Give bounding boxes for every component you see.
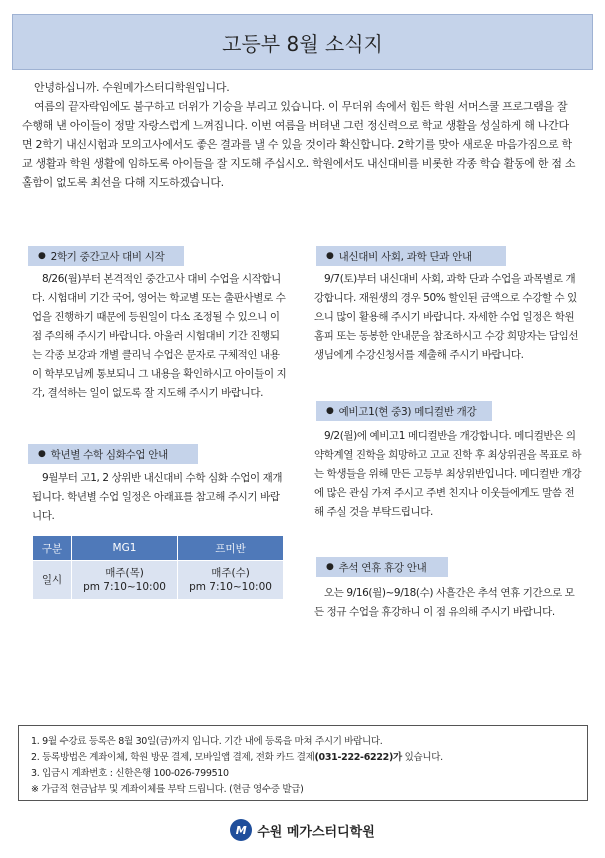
midterm-title: 2학기 중간고사 대비 시작 bbox=[50, 250, 165, 263]
notice-text: 있습니다. bbox=[401, 752, 443, 763]
math-text: 9월부터 고1, 2 상위반 내신대비 수학 심화 수업이 재개됩니다. 학년별 수업 일정은 아래표를 참고해 주시기 바랍니다. bbox=[32, 472, 283, 522]
intro-section bbox=[22, 78, 577, 192]
math-heading bbox=[28, 444, 198, 464]
bullet-icon: ● bbox=[38, 449, 46, 459]
table-row bbox=[33, 561, 284, 600]
math-body bbox=[32, 469, 287, 526]
cell-day: 매주(목) bbox=[105, 567, 144, 579]
science-title: 내신대비 사회, 과학 단과 안내 bbox=[338, 250, 472, 263]
midterm-heading bbox=[28, 246, 184, 266]
holiday-body bbox=[314, 584, 582, 622]
academy-logo-icon: M bbox=[230, 819, 252, 841]
notice-line bbox=[31, 750, 575, 766]
intro-body: 여름의 끝자락임에도 불구하고 더위가 기승을 부리고 있습니다. 이 무더위 속에서 힘든 학원 서머스쿨 프로그램을 잘 수행해 낸 아이들이 정말 자랑스럽게 느껴집니다. 이번 여름을 버텨낸 그런 정신력으로 학교 생활을 성실하게 해 나간다면 2학기 내신시험과 모의고사에서도 좋은 결과를 낼 수 있을 것이라 확신합니다. 2학기를 맞아 새로운 마음가짐으로 학교 생활과 학원 생활에 임하도록 아이들을 잘 지도해 주십시오. 학원에서도 내신대비를 비롯한 각종 학습 활동에 한 점 소홀함이 없도록 최선을 다해 지도하겠습니다. bbox=[22, 100, 576, 189]
cell-time: pm 7:10~10:00 bbox=[189, 581, 272, 593]
cell-day: 매주(수) bbox=[211, 567, 250, 579]
bullet-icon: ● bbox=[38, 251, 46, 261]
table-header-cell: 구분 bbox=[33, 536, 72, 561]
table-cell bbox=[72, 561, 178, 600]
bullet-icon: ● bbox=[326, 251, 334, 261]
footer bbox=[0, 815, 605, 845]
bullet-icon: ● bbox=[326, 406, 334, 416]
medical-heading bbox=[316, 401, 492, 421]
medical-title: 예비고1(현 중3) 메디컬반 개강 bbox=[338, 405, 477, 418]
notice-text: 2. 등록방법은 계좌이체, 학원 방문 결제, 모바일앱 결제, 전화 카드 결제 bbox=[31, 752, 315, 763]
math-title: 학년별 수학 심화수업 안내 bbox=[50, 448, 168, 461]
greeting-text: 안녕하십니까. 수원메가스터디학원입니다. bbox=[34, 81, 230, 94]
table-cell bbox=[178, 561, 284, 600]
holiday-heading bbox=[316, 557, 448, 577]
medical-body bbox=[314, 427, 582, 522]
notice-line: 1. 9월 수강료 등록은 8월 30일(금)까지 입니다. 기간 내에 등록을 마쳐 주시기 바랍니다. bbox=[31, 736, 383, 747]
science-text: 9/7(토)부터 내신대비 사회, 과학 단과 수업을 과목별로 개강합니다. 재원생의 경우 50% 할인된 금액으로 수강할 수 있으니 많이 활용해 주시기 바랍니다. 자세한 수업 일정은 학원 홈피 또는 동봉한 안내문을 참조하시고 수강 희망자는 담임선생님에게 수강신청서를 제출해 주시기 바랍니다. bbox=[314, 273, 579, 361]
science-heading bbox=[316, 246, 506, 266]
academy-name: 수원 메가스터디학원 bbox=[257, 824, 375, 840]
table-header-cell: 프미반 bbox=[178, 536, 284, 561]
notice-line: ※ 가급적 현금납부 및 계좌이체를 부탁 드립니다. (현금 영수증 발급) bbox=[31, 784, 304, 795]
math-schedule-table bbox=[32, 535, 284, 600]
newsletter-title bbox=[12, 14, 593, 70]
bullet-icon: ● bbox=[326, 562, 334, 572]
payment-notice-box bbox=[18, 725, 588, 801]
table-row-label: 일시 bbox=[33, 561, 72, 600]
medical-text: 9/2(월)에 예비고1 메디컬반을 개강합니다. 메디컬반은 의약학계열 진학을 희망하고 고교 진학 후 최상위권을 목표로 하는 학생들을 위해 만든 고등부 최상위반입니다. 메디컬반 개강에 많은 관심 가져 주시고 주변 친지나 이웃들에게도 말씀 전해 주실 것을 부탁드립니다. bbox=[314, 430, 582, 518]
table-header-cell: MG1 bbox=[72, 536, 178, 561]
phone-number: (031-222-6222)가 bbox=[314, 752, 402, 763]
midterm-text: 8/26(월)부터 본격적인 중간고사 대비 수업을 시작합니다. 시험대비 기간 국어, 영어는 학교별 또는 출판사별로 수업을 진행하기 때문에 등원일이 다소 조정될 수 있으니 이점 주의해 주시기 바랍니다. 아울러 시험대비 기간 진행되는 각종 보강과 개별 클리닉 수업은 문자로 구체적인 내용이 학부모님께 통보되니 그 내용을 확인하시고 아이들이 지각, 결석하는 일이 없도록 잘 지도해 주시기 바랍니다. bbox=[32, 273, 287, 399]
notice-line: 3. 입금시 계좌번호 : 신한은행 100-026-799510 bbox=[31, 768, 229, 779]
title-text: 고등부 8월 소식지 bbox=[222, 31, 383, 56]
table-header-row bbox=[33, 536, 284, 561]
science-body bbox=[314, 270, 582, 365]
holiday-text: 오는 9/16(월)~9/18(수) 사흘간은 추석 연휴 기간으로 모든 정규 수업을 휴강하니 이 점 유의해 주시기 바랍니다. bbox=[314, 587, 575, 618]
cell-time: pm 7:10~10:00 bbox=[83, 581, 166, 593]
holiday-title: 추석 연휴 휴강 안내 bbox=[338, 561, 427, 574]
midterm-body bbox=[32, 270, 287, 403]
